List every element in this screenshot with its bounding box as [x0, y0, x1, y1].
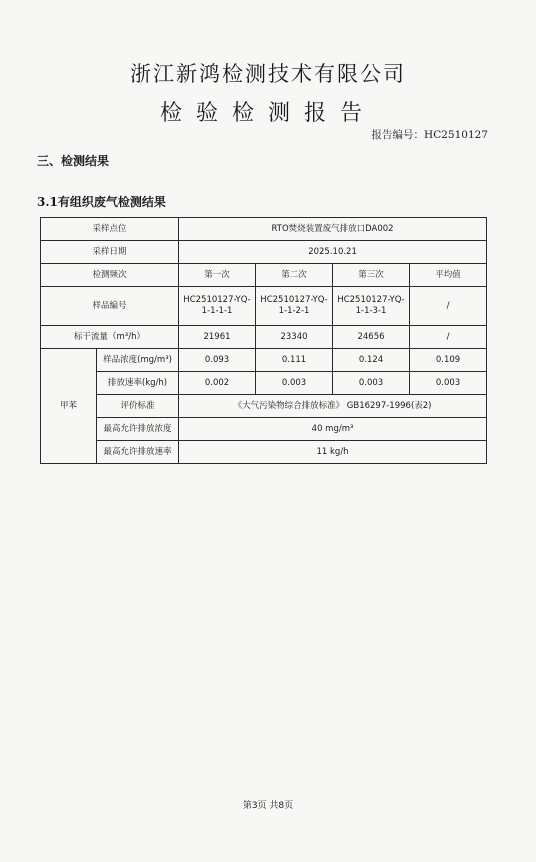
table-row — [41, 418, 487, 441]
sample-no-label: 样品编号 — [41, 287, 179, 326]
freq-cell: 第一次 — [179, 264, 256, 287]
freq-cell: 第二次 — [256, 264, 333, 287]
table-row — [41, 264, 487, 287]
section-heading-organized-exhaust: 3.1有组织废气检测结果 — [37, 195, 166, 209]
conc-cell: 0.124 — [333, 349, 410, 372]
report-title: 检验检测报告 — [159, 101, 376, 126]
standard-label: 评价标准 — [97, 395, 179, 418]
table-row — [41, 287, 487, 326]
flow-cell: / — [410, 326, 487, 349]
conc-label: 样品浓度(mg/m³) — [97, 349, 179, 372]
max-rate-value: 11 kg/h — [179, 441, 487, 464]
table-row — [41, 372, 487, 395]
flow-cell: 24656 — [333, 326, 410, 349]
page-number: 第3页 共8页 — [242, 801, 294, 811]
rate-cell: 0.003 — [256, 372, 333, 395]
sample-no-cell: / — [410, 287, 487, 326]
standard-value: 《大气污染物综合排放标准》 GB16297-1996(表2) — [179, 395, 487, 418]
table-row — [41, 441, 487, 464]
company-name: 浙江新鸿检测技术有限公司 — [130, 62, 406, 86]
rate-cell: 0.003 — [333, 372, 410, 395]
results-table — [40, 217, 487, 464]
flow-cell: 23340 — [256, 326, 333, 349]
rate-cell: 0.003 — [410, 372, 487, 395]
rate-label: 排放速率(kg/h) — [97, 372, 179, 395]
conc-cell: 0.111 — [256, 349, 333, 372]
sampling-date-label: 采样日期 — [41, 241, 179, 264]
rate-cell: 0.002 — [179, 372, 256, 395]
max-conc-label: 最高允许排放浓度 — [97, 418, 179, 441]
freq-cell: 第三次 — [333, 264, 410, 287]
max-conc-value: 40 mg/m³ — [179, 418, 487, 441]
flow-label: 标干流量（m³/h） — [41, 326, 179, 349]
sampling-point-label: 采样点位 — [41, 218, 179, 241]
sample-no-cell: HC2510127-YQ-1-1-3-1 — [333, 287, 410, 326]
section-heading-results: 三、检测结果 — [37, 154, 110, 168]
sampling-date-value: 2025.10.21 — [179, 241, 487, 264]
sample-no-cell: HC2510127-YQ-1-1-2-1 — [256, 287, 333, 326]
table-row — [41, 349, 487, 372]
conc-cell: 0.109 — [410, 349, 487, 372]
flow-cell: 21961 — [179, 326, 256, 349]
table-row — [41, 218, 487, 241]
max-rate-label: 最高允许排放速率 — [97, 441, 179, 464]
freq-cell: 平均值 — [410, 264, 487, 287]
sample-no-cell: HC2510127-YQ-1-1-1-1 — [179, 287, 256, 326]
report-number: 报告编号：HC2510127 — [371, 129, 488, 141]
table-row — [41, 395, 487, 418]
pollutant-name: 甲苯 — [41, 349, 97, 464]
sampling-point-value: RTO焚烧装置废气排放口DA002 — [179, 218, 487, 241]
frequency-label: 检测频次 — [41, 264, 179, 287]
table-row — [41, 326, 487, 349]
conc-cell: 0.093 — [179, 349, 256, 372]
table-row — [41, 241, 487, 264]
